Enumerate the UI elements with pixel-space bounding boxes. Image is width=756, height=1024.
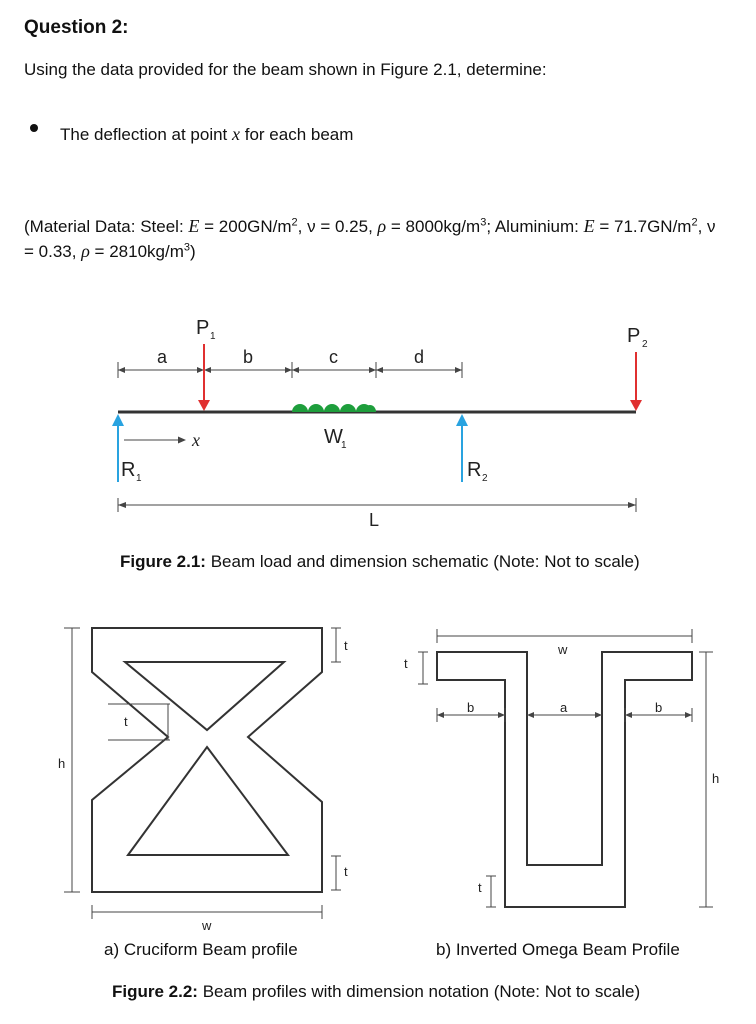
omega-b-left-label: b [467, 700, 475, 715]
x-label: x [192, 430, 200, 450]
p1-label: P [196, 317, 210, 339]
material-data-line1: (Material Data: Steel: $E = 200GN/m^2$, ν = 0.25, $\rho = 8000kg/m^3$; Aluminium: $E = 71.7GN/m^2$, ν [24, 216, 716, 236]
omega-w-label: w [558, 642, 568, 657]
load-p1-arrow [198, 344, 210, 411]
cruciform-t-top-label: t [344, 638, 348, 653]
cruciform-w-dim [92, 905, 322, 919]
cruciform-h-dim [64, 628, 80, 892]
r1-label: R [121, 459, 136, 481]
omega-t-bottom-dim [486, 876, 496, 907]
figure-2-1 [112, 317, 648, 530]
caption-omega: b) Inverted Omega Beam Profile [436, 940, 680, 959]
p1-subscript: 1 [210, 331, 216, 342]
cruciform-t-bottom-label: t [344, 864, 348, 879]
dim-d-label: d [414, 347, 425, 367]
w1-subscript: 1 [341, 440, 347, 451]
cruciform-t-left-dim [108, 704, 170, 740]
p2-label: P [627, 325, 641, 347]
cruciform-lower-triangle [128, 747, 288, 855]
r2-subscript: 2 [482, 473, 488, 484]
material-data-line2: = 0.33, $\rho = 2810kg/m^3$) [24, 241, 196, 261]
dim-c-label: c [329, 347, 338, 367]
cruciform-t-bottom-dim [331, 856, 341, 890]
cruciform-w-label: w [202, 918, 212, 933]
cruciform-outer [92, 628, 322, 892]
omega-h-label: h [712, 771, 720, 786]
omega-profile [404, 629, 719, 907]
question-intro: Using the data provided for the beam shown in Figure 2.1, determine: [24, 60, 547, 79]
load-p2-arrow [630, 352, 642, 411]
r1-subscript: 1 [136, 473, 142, 484]
figure-2-2-caption: Figure 2.2: Beam profiles with dimension notation (Note: Not to scale) [112, 982, 641, 1001]
caption-cruciform: a) Cruciform Beam profile [104, 940, 298, 959]
omega-b-right-label: b [655, 700, 663, 715]
udl-w1 [292, 404, 376, 412]
dim-b-label: b [243, 347, 254, 367]
omega-w-dim [437, 629, 692, 643]
cruciform-t-left-label: t [124, 714, 128, 729]
omega-t-top-dim [418, 652, 428, 684]
omega-t-top-label: t [404, 656, 408, 671]
dim-a-label: a [157, 347, 168, 367]
w1-label: W [324, 426, 343, 448]
cruciform-profile [58, 628, 348, 933]
bullet-deflection: The deflection at point x for each beam [60, 124, 354, 144]
omega-t-bottom-label: t [478, 880, 482, 895]
l-label: L [369, 510, 380, 530]
figure-2-1-caption: Figure 2.1: Beam load and dimension schematic (Note: Not to scale) [120, 552, 640, 571]
question-title: Question 2: [24, 17, 129, 38]
omega-outer [437, 652, 692, 907]
r2-label: R [467, 459, 482, 481]
omega-a-label: a [560, 700, 568, 715]
omega-h-dim [699, 652, 713, 907]
cruciform-h-label: h [58, 756, 66, 771]
dimension-abcd [118, 362, 462, 378]
cruciform-t-top-dim [331, 628, 341, 662]
p2-subscript: 2 [642, 339, 648, 350]
